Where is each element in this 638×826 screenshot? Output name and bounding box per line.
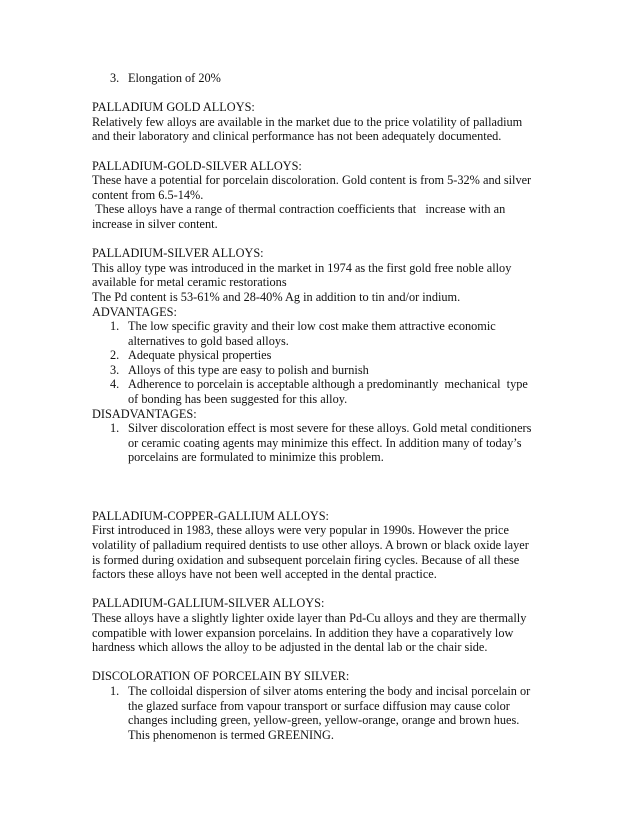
list-number: 3. (110, 71, 120, 85)
list-text: Silver discoloration effect is most severe for these alloys. Gold metal conditioners (128, 421, 532, 436)
list-text: Alloys of this type are easy to polish and burnish (128, 362, 369, 377)
list-number: 1. (110, 319, 120, 334)
paragraph-line: These alloys have a slightly lighter oxide layer than Pd-Cu alloys and they are thermally (92, 610, 527, 625)
section-palladium-gallium-silver (92, 596, 562, 654)
paragraph-line: These have a potential for porcelain discoloration. Gold content is from 5-32% and silver (92, 173, 532, 188)
list-item (92, 71, 562, 86)
section-palladium-gold-silver (92, 159, 562, 232)
discoloration-list (92, 684, 562, 742)
disadvantages-heading: DISADVANTAGES: (92, 406, 197, 421)
paragraph-line: volatility of palladium required dentists to use other alloys. A brown or black oxide layer (92, 538, 529, 553)
section-heading: PALLADIUM-GALLIUM-SILVER ALLOYS: (92, 596, 325, 611)
list-item (92, 377, 562, 406)
list-number: 2. (110, 348, 120, 363)
section-heading: DISCOLORATION OF PORCELAIN BY SILVER: (92, 669, 350, 684)
paragraph-line: content from 6.5-14%. (92, 187, 204, 202)
paragraph-line: These alloys have a range of thermal contraction coefficients that increase with an (92, 202, 506, 217)
paragraph-line: hardness which allows the alloy to be adjusted in the dental lab or the chair side. (92, 640, 488, 655)
elongation-list (92, 71, 562, 86)
advantages-list (92, 319, 562, 407)
paragraph-line: is formed during oxidation and subsequent porcelain firing cycles. Because of all these (92, 552, 520, 567)
section-palladium-gold (92, 100, 562, 144)
section-heading: PALLADIUM GOLD ALLOYS: (92, 100, 255, 115)
list-text: Adequate physical properties (128, 348, 272, 363)
list-text: changes including green, yellow-green, yellow-orange, orange and brown hues. (128, 713, 520, 728)
list-item (92, 319, 562, 348)
list-text: This phenomenon is termed GREENING. (128, 727, 334, 742)
advantages-heading: ADVANTAGES: (92, 304, 177, 319)
list-text: or ceramic coating agents may minimize this effect. In addition many of today’s (128, 435, 522, 450)
paragraph-line: First introduced in 1983, these alloys were very popular in 1990s. However the price (92, 523, 509, 538)
paragraph-line: increase in silver content. (92, 216, 218, 231)
list-number: 1. (110, 683, 120, 698)
list-text: Elongation of 20% (128, 71, 221, 85)
section-discoloration (92, 669, 562, 742)
list-item (92, 363, 562, 378)
paragraph-line: compatible with lower expansion porcelains. In addition they have a coparatively low (92, 625, 514, 640)
section-heading: PALLADIUM-COPPER-GALLIUM ALLOYS: (92, 508, 329, 523)
section-palladium-silver (92, 246, 562, 465)
list-item (92, 421, 562, 465)
list-text: The colloidal dispersion of silver atoms entering the body and incisal porcelain or (128, 683, 531, 698)
paragraph-line: This alloy type was introduced in the market in 1974 as the first gold free noble alloy (92, 260, 512, 275)
section-heading: PALLADIUM-GOLD-SILVER ALLOYS: (92, 158, 302, 173)
section-heading: PALLADIUM-SILVER ALLOYS: (92, 246, 264, 261)
list-text: The low specific gravity and their low cost make them attractive economic (128, 319, 496, 334)
list-text: alternatives to gold based alloys. (128, 333, 289, 348)
list-number: 4. (110, 377, 120, 392)
paragraph-line: available for metal ceramic restorations (92, 275, 287, 290)
list-number: 3. (110, 362, 120, 377)
list-text: of bonding has been suggested for this alloy. (128, 392, 348, 407)
list-text: Adherence to porcelain is acceptable although a predominantly mechanical type (128, 377, 528, 392)
disadvantages-list (92, 421, 562, 465)
list-item (92, 684, 562, 742)
list-text: porcelains are formulated to minimize this problem. (128, 450, 384, 465)
section-palladium-copper-gallium (92, 509, 562, 582)
paragraph-line: The Pd content is 53-61% and 28-40% Ag in addition to tin and/or indium. (92, 289, 461, 304)
list-text: the glazed surface from vapour transport or surface diffusion may cause color (128, 698, 510, 713)
paragraph-line: and their laboratory and clinical performance has not been adequately documented. (92, 129, 502, 144)
paragraph-line: Relatively few alloys are available in the market due to the price volatility of palladium (92, 114, 523, 129)
document-page (92, 71, 562, 742)
paragraph-line: factors these alloys have not been well accepted in the dental practice. (92, 567, 437, 582)
list-item (92, 348, 562, 363)
list-number: 1. (110, 421, 120, 436)
